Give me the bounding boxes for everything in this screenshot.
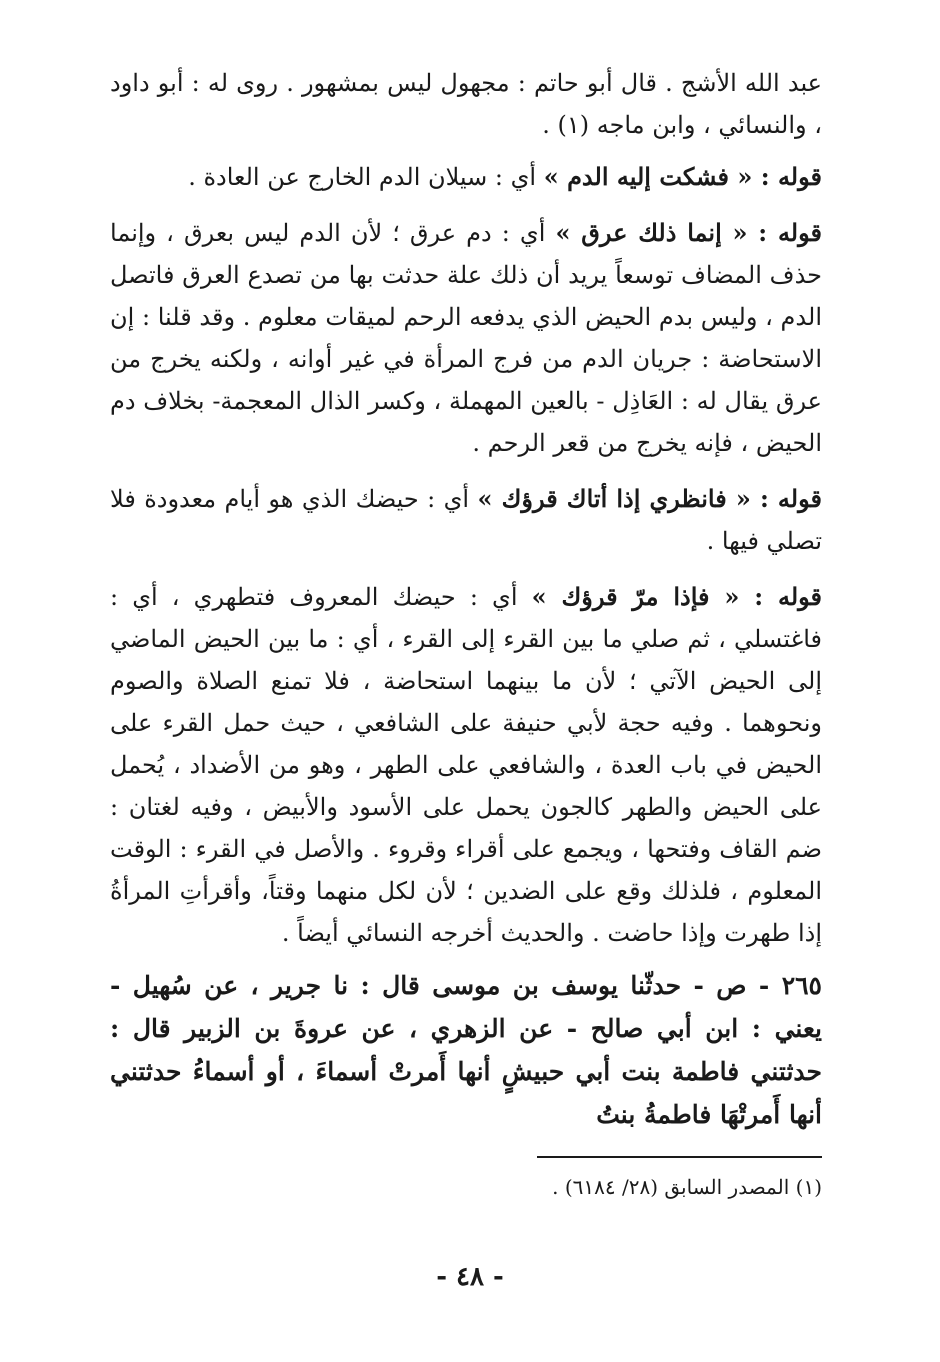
page-number: - ٤٨ -: [436, 1262, 504, 1292]
quoted-phrase: قوله : « فإذا مرّ قرؤك »: [531, 582, 822, 611]
commentary-text: أي : حيضك الذي هو أيام معدودة فلا تصلي فيها .: [110, 485, 822, 555]
quoted-phrase: قوله : « فشكت إليه الدم »: [543, 162, 822, 191]
footnote: (١) المصدر السابق (٢٨/ ٦١٨٤) .: [552, 1175, 822, 1199]
paragraph-narrator-note: عبد الله الأشج . قال أبو حاتم : مجهول ليس بمشهور . روى له : أبو داود ، والنسائي ، وابن ماجه (١) .: [110, 69, 822, 139]
paragraph-commentary-2: [110, 212, 822, 464]
quoted-phrase: قوله : « فانظري إذا أتاك قرؤك »: [477, 484, 822, 513]
paragraph-commentary-4: [110, 576, 822, 954]
paragraph-commentary-3: [110, 478, 822, 562]
quoted-phrase: قوله : « إنما ذلك عرق »: [555, 218, 822, 247]
commentary-text: أي : سيلان الدم الخارج عن العادة .: [188, 163, 544, 191]
hadith-text: ٢٦٥ - ص - حدثّنا يوسف بن موسى قال : نا جرير ، عن سُهيل - يعني : ابن أبي صالح - عن الزهري ، عن عروةَ بن الزبير قال : حدثتني فاطمة بنت أبي حبيشٍ أنها أَمرتْ أسماءَ ، أو أسماءُ حدثتني أنها أَمرتْهَا فاطمةُ بنتُ: [110, 971, 822, 1129]
commentary-text: أي : حيضك المعروف فتطهري ، أي : فاغتسلي ، ثم صلي ما بين القرء إلى القرء ، أي : ما بين الحيض الماضي إلى الحيض الآتي ؛ لأن ما بينهما استحاضة ، فلا تمنع الصلاة والصوم ونحوهما . وفيه حجة لأبي حنيفة على الشافعي ، حيث حمل القرء على الحيض في باب العدة ، والشافعي على الطهر ، وهو من الأضداد ، يُحمل على الحيض والطهر كالجون يحمل على الأسود والأبيض ، وفيه لغتان : ضم القاف وفتحها ، ويجمع على أقراء وقروء . والأصل في القرء : الوقت المعلوم ، فلذلك وقع على الضدين ؛ لأن لكل منهما وقتاً، وأقرأتِ المرأةُ إذا طهرت وإذا حاضت . والحديث أخرجه النسائي أيضاً .: [110, 583, 822, 947]
commentary-text: أي : دم عرق ؛ لأن الدم ليس بعرق ، وإنما حذف المضاف توسعاً يريد أن ذلك علة حدثت بها من تصدع العرق فاتصل الدم ، وليس بدم الحيض الذي يدفعه الرحم لميقات معلوم . وقد قلنا : إن الاستحاضة : جريان الدم من فرج المرأة في غير أوانه ، ولكنه يخرج من عرق يقال له : العَاذِل - بالعين المهملة ، وكسر الذال المعجمة- بخلاف دم الحيض ، فإنه يخرج من قعر الرحم .: [110, 219, 822, 457]
footnote-separator: [537, 1156, 822, 1158]
page-body: [110, 62, 822, 1136]
paragraph-commentary-1: [110, 156, 822, 198]
